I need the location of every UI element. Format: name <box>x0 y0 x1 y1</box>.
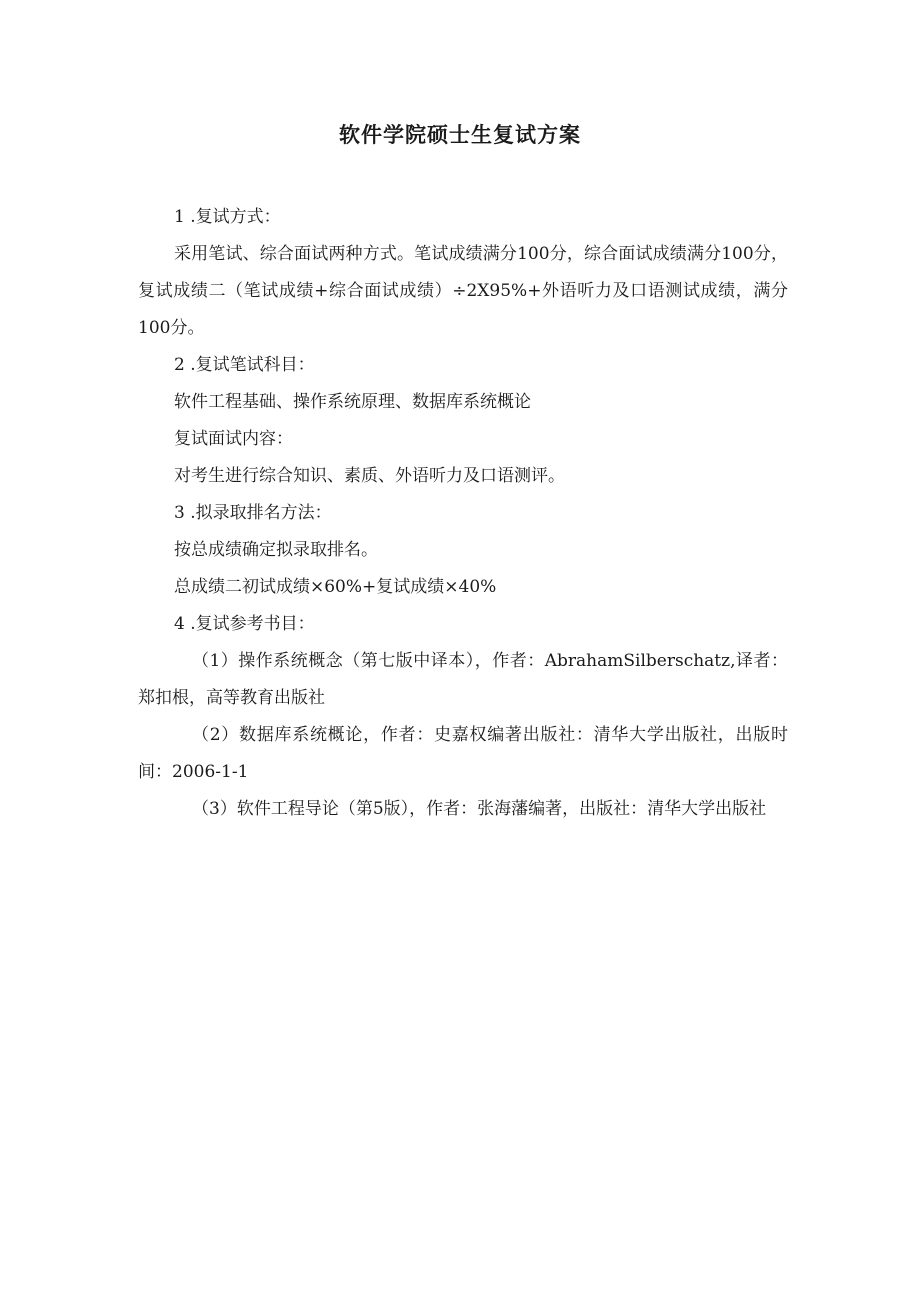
reference-item-3: （3）软件工程导论（第5版），作者：张海藩编著，出版社：清华大学出版社 <box>192 799 767 819</box>
paragraph-ranking-rule: 按总成绩确定拟录取排名。 <box>174 540 378 560</box>
document-body <box>138 199 788 828</box>
reference-item-2: （2）数据库系统概论，作者：史嘉权编著出版社：清华大学出版社，出版时间：2006-1-1 <box>138 725 788 782</box>
section-heading-references: 4 .复试参考书目： <box>174 614 315 634</box>
paragraph-interview-heading: 复试面试内容： <box>174 429 293 449</box>
section-heading-ranking: 3 .拟录取排名方法： <box>174 503 332 523</box>
paragraph-method-detail: 采用笔试、综合面试两种方式。笔试成绩满分100分，综合面试成绩满分100分，复试成绩二（笔试成绩+综合面试成绩）÷2X95%+外语听力及口语测试成绩，满分100分。 <box>138 244 788 338</box>
section-heading-written-subjects: 2 .复试笔试科目： <box>174 355 315 375</box>
document-title: 软件学院硕士生复试方案 <box>339 123 581 147</box>
paragraph-written-subjects: 软件工程基础、操作系统原理、数据库系统概论 <box>174 392 531 412</box>
reference-item-1: （1）操作系统概念（第七版中译本），作者：AbrahamSilberschatz,译者：郑扣根，高等教育出版社 <box>138 651 788 708</box>
paragraph-ranking-formula: 总成绩二初试成绩×60%+复试成绩×40% <box>174 577 497 597</box>
paragraph-interview-content: 对考生进行综合知识、素质、外语听力及口语测评。 <box>174 466 565 486</box>
section-heading-method: 1 .复试方式： <box>174 207 281 227</box>
